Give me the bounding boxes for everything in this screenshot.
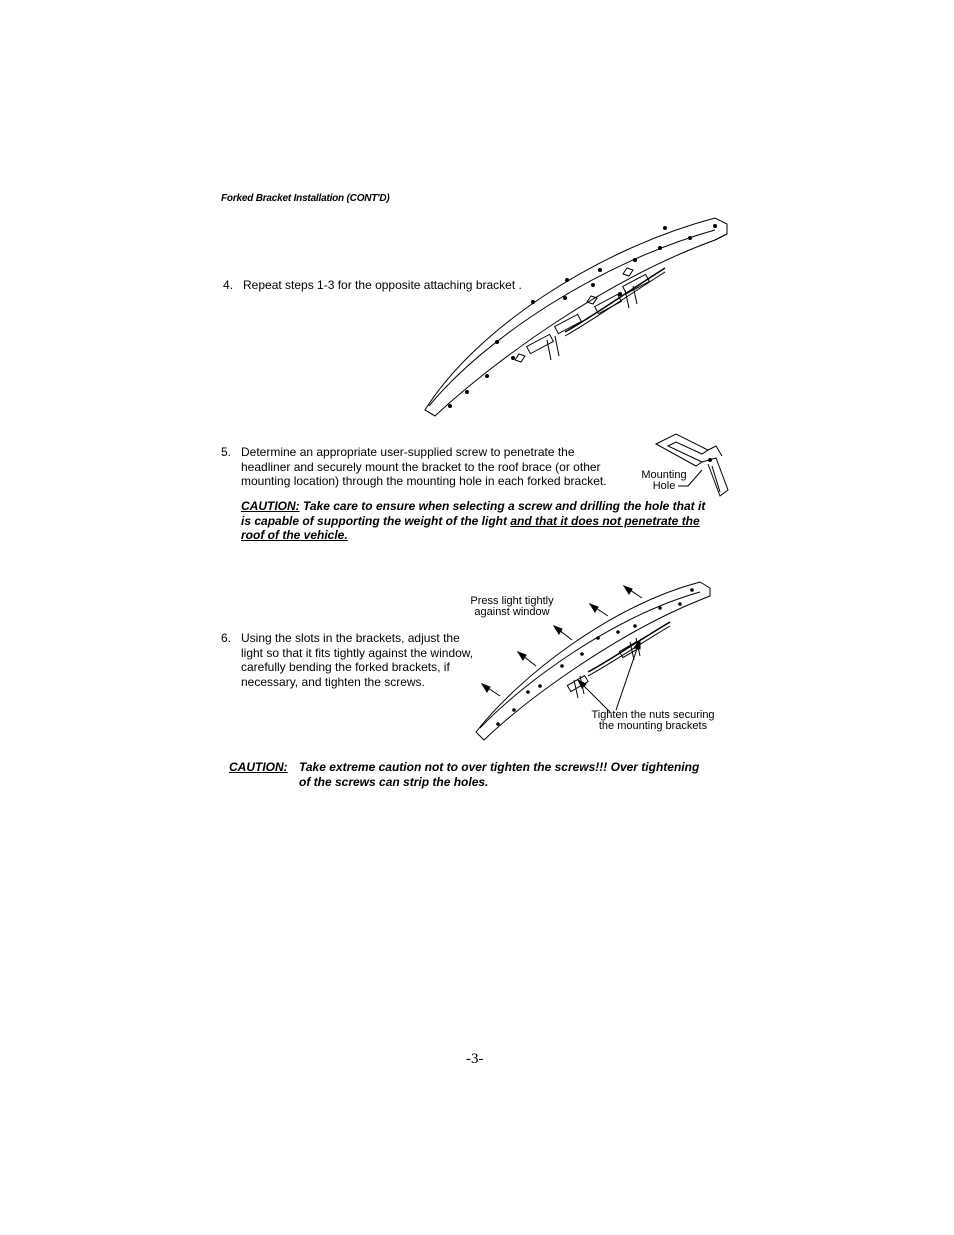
light-bar-illustration: [415, 210, 735, 430]
label-line: Mounting: [641, 469, 687, 481]
mounting-hole-label: [639, 470, 689, 492]
step-5: [221, 445, 641, 491]
caution-block-2: [229, 760, 729, 792]
caution-block: [241, 499, 731, 543]
label-line: against window: [474, 606, 550, 618]
caution-line: Take extreme caution not to over tighten the screws!!! Over tightening: [299, 760, 700, 774]
label-line: Press light tightly: [470, 595, 554, 607]
step-line: light so that it fits tightly against the window,: [241, 645, 474, 660]
caution-text-underlined: and that it does not penetrate the: [510, 513, 700, 528]
section-header: Forked Bracket Installation (CONT'D): [221, 193, 390, 204]
step-line: carefully bending the forked brackets, if: [241, 660, 450, 674]
caution-text-underlined: roof of the vehicle.: [241, 528, 348, 542]
step-text: [241, 445, 641, 489]
step-number: 4.: [223, 278, 234, 292]
step-line: headliner and securely mount the bracket to the roof brace (or other: [241, 459, 601, 474]
step-6: [221, 631, 491, 691]
step-number: 6.: [221, 631, 232, 645]
step-text: [241, 631, 491, 689]
step-line: necessary, and tighten the screws.: [241, 674, 425, 689]
page-number: -3-: [466, 1051, 484, 1067]
tighten-nuts-label: [583, 710, 723, 732]
label-line: Tighten the nuts securing: [591, 709, 715, 721]
step-line: Using the slots in the brackets, adjust the: [241, 631, 460, 645]
step-text: Repeat steps 1-3 for the opposite attaching bracket .: [243, 278, 522, 292]
caution-line: of the screws can strip the holes.: [299, 774, 489, 789]
caution-text: [299, 760, 729, 789]
label-line: the mounting brackets: [598, 720, 708, 732]
step-line: Determine an appropriate user-supplied screw to penetrate the: [241, 445, 575, 459]
caution-text: Take care to ensure when selecting a screw and drilling the hole that it: [303, 499, 706, 513]
step-line: mounting location) through the mounting hole in each forked bracket.: [241, 474, 607, 488]
caution-label: CAUTION:: [229, 760, 288, 774]
caution-text: is capable of supporting the weight of the light: [241, 513, 511, 528]
caution-label: CAUTION:: [241, 499, 300, 513]
step-number: 5.: [221, 445, 232, 459]
label-line: Hole: [652, 480, 676, 492]
